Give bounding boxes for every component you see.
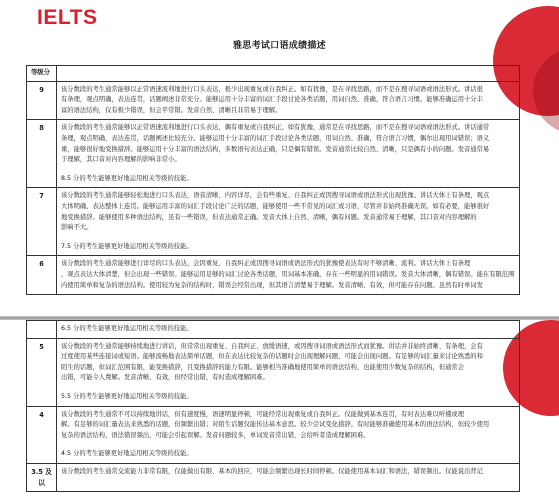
- descriptor-line: 过度使用某些连接词或短语。能够流畅地表达简单话题，但在表达比较复杂的话题时会出现理解问题，可能会出现问题。有足够的词汇量来讨论熟悉的和: [61, 353, 483, 361]
- descriptor-cell: [57, 120, 520, 188]
- descriptor-line: 于理解，其口音对内容理解的影响非常小。: [61, 156, 181, 164]
- half-band-note: 7.5 分的考生能够更好地运用相关等级的技能。: [61, 242, 193, 250]
- descriptor-line: 该分数段的考生通常能够以正常语速流利地进行口头表达，极少出现重复或自我纠正。如有犹豫，是在寻找思路，而不是在搜寻词语或语法形式。讲话很: [61, 85, 483, 93]
- band-score-cell: 7: [27, 188, 57, 256]
- descriptor-cell: [57, 256, 520, 295]
- descriptor-cell: [57, 406, 520, 463]
- band-score-cell: 5: [27, 338, 57, 406]
- half-band-note: 8.5 分的考生能够更好地运用相关等级的技能。: [61, 174, 193, 182]
- descriptor-line: 该分数段的考生通常交流能力非常有限，仅能做出有限、基本的回应，可能会频繁出现长时间停顿。仅能使用基本词汇和语法，错误频出。仅能说出背记: [61, 467, 483, 475]
- descriptor-line: 该分数段的考生通常能够进行详尽的口头表达，会因重复、自我纠正或因搜寻词语或语法形式的犹豫使表达有时不够清晰、流利。讲话大体上有条理: [61, 260, 471, 268]
- descriptor-line: 该分数段的考生通常能够以正常语速流利地进行口头表达，偶有重复或自我纠正。如有犹豫，通常是在寻找思路，而不是在搜寻词语或语法形式。讲话通常: [61, 124, 490, 132]
- descriptor-line: 内使用简单和复杂的语法结构。使用较为复杂的结构时，错误会经常出现，但其语言清楚易于理解。发音清晰、有效，但可能存在问题。虽然有时单词发: [61, 281, 483, 289]
- descriptor-line: 影响不大。: [61, 224, 93, 232]
- table-row: [27, 188, 520, 256]
- band-score-cell: [27, 321, 57, 339]
- band-score-cell: 9: [27, 81, 57, 120]
- description-column-header: [57, 66, 520, 82]
- table-header-row: [27, 66, 520, 82]
- descriptor-line: 复杂的语法结构，语法错误频出，可能会引起误解。发音问题较多，单词发音常出错，会给听者造成理解困难。: [61, 431, 370, 439]
- descriptor-table-bottom: [26, 320, 520, 492]
- descriptor-line: 富的语法结构，仅有极少错误，但会平常错。发音自然、清晰且非常易于理解。: [61, 106, 282, 114]
- band-score-cell: 6: [27, 256, 57, 295]
- descriptor-line: 大体明确，表达整体上连贯。能够运用丰富的词汇手段讨论广泛的话题，能够使用一些不常见的词汇或习语，尽管并非始终准确无误。如有必要，能够很好: [61, 202, 490, 210]
- descriptor-line: 地变换措辞。能够使用多种语法结构，虽有一些错误，但表达通常正确。发音大体上自然、清晰，偶有问题。发音通常易于理解，其口音对内容理解的: [61, 213, 477, 221]
- descriptor-table-top: [26, 65, 520, 295]
- descriptor-line: 该分数段的考生通常不可以持续地讲话，但有速度慢，语速明显停顿，可能经常出现重复或自我纠正。仅能做到基本连贯，有时表达难以听懂或理: [61, 410, 464, 418]
- half-band-note: 4.5 分的考生能够更好地运用相关等级的技能。: [61, 450, 193, 458]
- document-page-bottom: [0, 320, 559, 504]
- table-row: [27, 120, 520, 188]
- descriptor-line: 陌生的话题，但词汇范围有限，能变换措辞，且变换措辞的能力有限。能够相当准确地使用简单的语法结构，也能使用少数复杂的结构，但通常会: [61, 363, 464, 371]
- table-row: [27, 406, 520, 463]
- descriptor-line: 解。有足够的词汇量表达来熟悉的话题，但频繁出错；对陌生话题仅能传达基本意思。较少尝试变化措辞。有时能够准确使用基本的语法结构，但较少使用: [61, 421, 490, 429]
- band-score-cell: 3.5 及以: [27, 463, 57, 491]
- descriptor-line: 出错，可能令人费解。发音清晰、有效，但经常出错，有时造成理解困难。: [61, 374, 269, 382]
- half-band-note: 6.5 分的考生能够更好地运用相关等级的技能。: [61, 325, 193, 332]
- document-title: 雅思考试口语成绩描述: [232, 41, 326, 51]
- descriptor-line: 条理，观点明确，表达连贯，话题阐述比较充分。能够运用十分丰富的词汇手段讨论各类话题，用词自然、准确，符合语言习惯，偶尔出现用词错误；语义: [61, 134, 490, 142]
- ielts-logo: IELTS: [37, 6, 98, 29]
- descriptor-line: 该分数段的考生通常能够轻松地进行口头表达，语音清晰、内容详尽，会有些重复、自我纠正或因搜寻词语或语法形式出现犹豫。讲话大体上有条理，观点: [61, 192, 490, 200]
- descriptor-line: 有条理，观点明确，表达连贯，话题阐述非常充分。能够运用十分丰富的词汇手段讨论各类话题，用词自然、准确，符合语言习惯。能够准确运用十分丰: [61, 96, 483, 104]
- band-column-header: 等级分: [27, 66, 57, 82]
- table-row: [27, 463, 520, 491]
- descriptor-line: ，观点表达大体清楚，但会出现一些错误。能够运用足够的词汇讨论各类话题，用词基本准确，存在一些明显的用词错误。发音大体清晰，偶有错误。能在有限范围: [61, 270, 515, 278]
- table-row: [27, 81, 520, 120]
- band-score-cell: 8: [27, 120, 57, 188]
- descriptor-cell: [57, 338, 520, 406]
- descriptor-cell: [57, 81, 520, 120]
- descriptor-line: 该分数段的考生通常能够持续地进行讲话，但常常出现重复、自我纠正、放缓语速，或因搜寻词语或语法形式而犹豫。讲话并非始终清晰、有条理，会有: [61, 342, 483, 350]
- table-row: [27, 321, 520, 339]
- band-score-cell: 4: [27, 406, 57, 463]
- descriptor-cell: [57, 321, 520, 339]
- half-band-note: 5.5 分的考生能够更好地运用相关等级的技能。: [61, 392, 193, 400]
- table-row: [27, 338, 520, 406]
- table-row: [27, 256, 520, 295]
- descriptor-cell: [57, 188, 520, 256]
- descriptor-line: 重，能够很好地变换措辞。能够运用十分丰富的语法结构，多数语句表达正确，只是偶有错误。发音通常比较自然、清晰，只是偶有小的问题。发音通常易: [61, 145, 490, 153]
- descriptor-cell: [57, 463, 520, 491]
